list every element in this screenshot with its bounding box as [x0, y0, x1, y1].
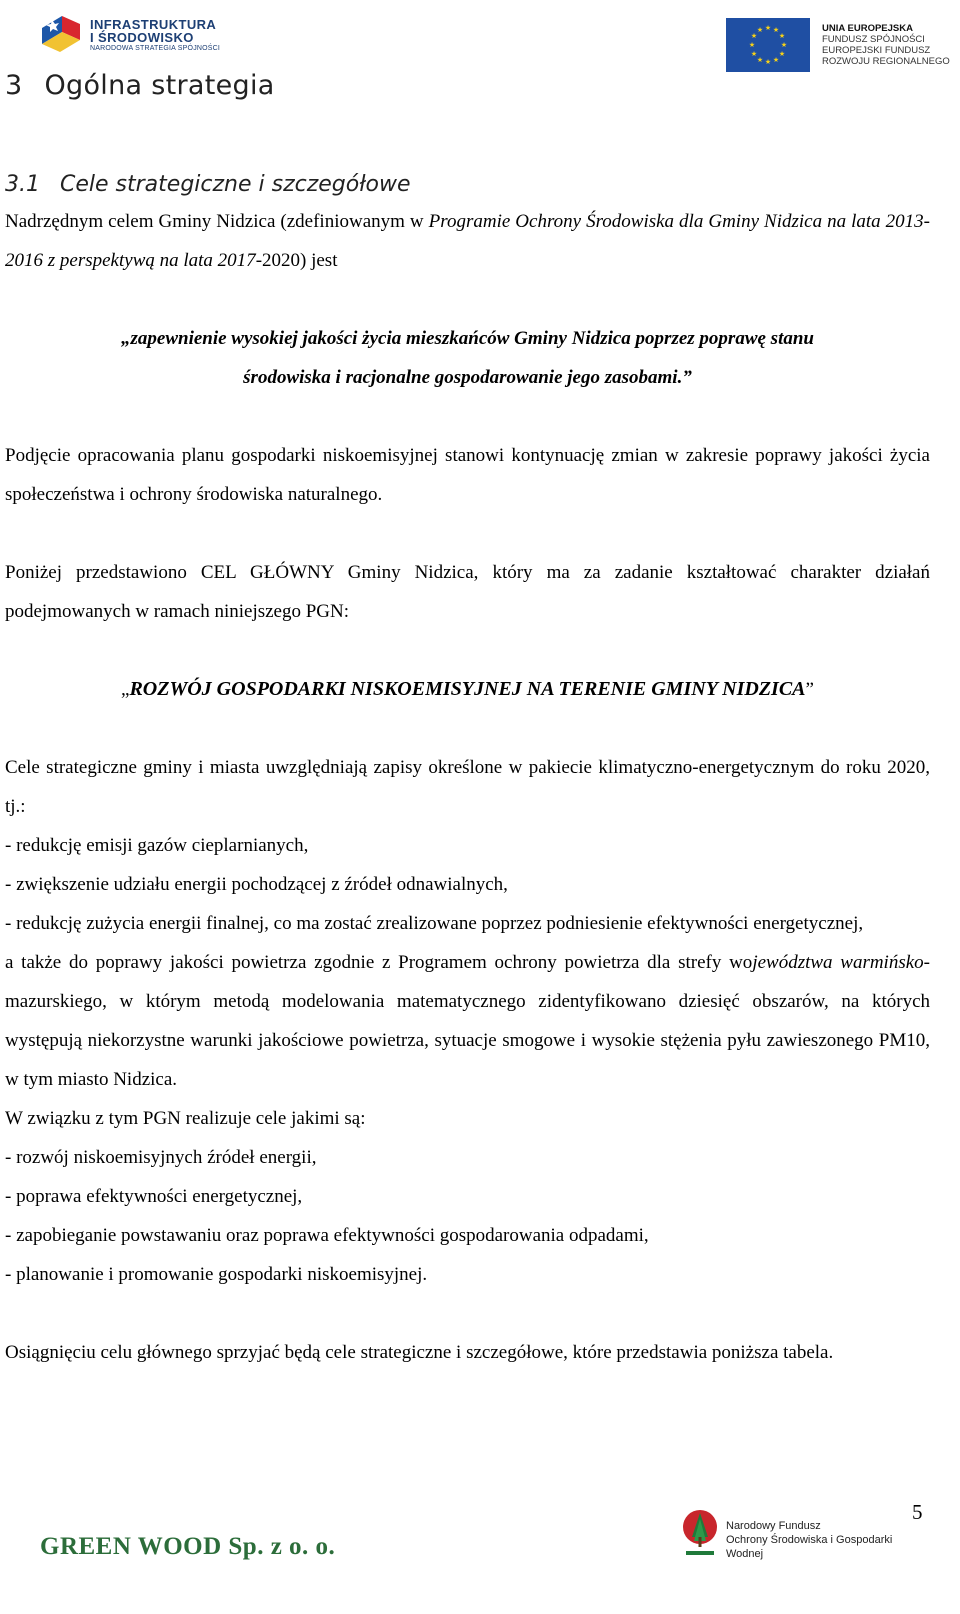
pgn-paragraph: W związku z tym PGN realizuje cele jakimi są:	[5, 1108, 366, 1129]
logo-line-3: NARODOWA STRATEGIA SPÓJNOŚCI	[90, 45, 221, 52]
strategic-paragraph: Cele strategiczne gminy i miasta uwzględniają zapisy określone w pakiecie klimatyczno-energetycznym do roku 2020, tj.:	[5, 757, 930, 817]
air-text-1: a także do poprawy jakości powietrza zgodnie z Programem ochrony powietrza dla strefy wo	[5, 952, 753, 973]
document-body	[5, 202, 930, 1372]
svg-text:★: ★	[772, 56, 780, 64]
motto-line-2: środowiska i racjonalne gospodarowanie jego zasobami.”	[243, 367, 692, 388]
spacer	[5, 397, 930, 436]
main-goal	[5, 670, 930, 709]
main-goal-open-quote: „	[121, 679, 130, 700]
main-goal-text: ROZWÓJ GOSPODARKI NISKOEMISYJNEJ NA TERENIE GMINY NIDZICA	[129, 678, 806, 700]
nfosigw-text	[726, 1519, 930, 1561]
intro-text-italic: Programie Ochrony Środowiska dla Gminy Nidzica na lata 2013-2016 z perspektywą na lata 2017	[5, 211, 930, 271]
svg-text:★: ★	[750, 50, 758, 58]
intro-text-1: Nadrzędnym celem Gminy Nidzica (zdefiniowanym w	[5, 211, 429, 232]
subsection-heading	[5, 172, 411, 197]
infrastruktura-srodowisko-logo	[38, 10, 238, 54]
svg-text:★: ★	[764, 58, 772, 66]
eu-line-4: ROZWOJU REGIONALNEGO	[822, 56, 950, 67]
final-paragraph: Osiągnięciu celu głównego sprzyjać będą cele strategiczne i szczegółowe, które przedstawia poniższa tabela.	[5, 1342, 834, 1363]
air-text-italic: jewództwa warmińsko	[752, 952, 924, 973]
plan-paragraph: Podjęcie opracowania planu gospodarki niskoemisyjnej stanowi kontynuację zmian w zakresie poprawy jakości życia społeczeństwa i ochrony środowiska naturalnego.	[5, 445, 930, 505]
company-name: GREEN WOOD Sp. z o. o.	[40, 1533, 336, 1560]
eu-logo-text	[822, 23, 950, 67]
eu-line-2: FUNDUSZ SPÓJNOŚCI	[822, 34, 925, 45]
svg-text:★: ★	[756, 26, 764, 34]
eu-logo	[726, 18, 956, 74]
eu-line-3: EUROPEJSKI FUNDUSZ	[822, 45, 931, 56]
list-item: - rozwój niskoemisyjnych źródeł energii,	[5, 1147, 317, 1168]
spacer	[5, 514, 930, 553]
list-item: - redukcję zużycia energii finalnej, co ma zostać zrealizowane poprzez podniesienie efektywności energetycznej,	[5, 913, 864, 934]
page-header	[0, 0, 960, 80]
section-number: 3	[5, 70, 23, 101]
nf-line-1: Narodowy Fundusz	[726, 1520, 821, 1532]
spacer	[5, 280, 930, 319]
air-text-2: -mazurskiego, w którym metodą modelowania matematycznego zidentyfikowano dziesięć obszarów, na których występują niekorzystne warunki jakościowe powietrza, sytuacje smogowe i wysokie stężenia pyłu zawieszonego PM10, w tym miasto Nidzica.	[5, 952, 930, 1090]
subsection-number: 3.1	[5, 172, 40, 197]
svg-text:★: ★	[764, 24, 772, 32]
subsection-title: Cele strategiczne i szczegółowe	[60, 172, 411, 197]
svg-text:★: ★	[772, 26, 780, 34]
list-item: - zwiększenie udziału energii pochodzącej z źródeł odnawialnych,	[5, 874, 508, 895]
svg-text:★: ★	[750, 32, 758, 40]
list-item: - redukcję emisji gazów cieplarnianych,	[5, 835, 309, 856]
svg-text:★: ★	[778, 32, 786, 40]
eu-line-1: UNIA EUROPEJSKA	[822, 23, 913, 34]
nfosigw-logo	[680, 1507, 930, 1559]
spacer	[5, 1294, 930, 1333]
list-item: - zapobieganie powstawaniu oraz poprawa efektywności gospodarowania odpadami,	[5, 1225, 649, 1246]
intro-text-2: -2020) jest	[255, 250, 338, 271]
section-title: Ogólna strategia	[44, 70, 275, 101]
section-heading	[5, 70, 275, 101]
spacer	[5, 631, 930, 670]
goal-paragraph: Poniżej przedstawiono CEL GŁÓWNY Gminy Nidzica, który ma za zadanie kształtować charakter działań podejmowanych w ramach niniejszego PGN:	[5, 562, 930, 622]
logo-line-1: INFRASTRUKTURA	[90, 17, 217, 32]
nf-line-2: Ochrony Środowiska i Gospodarki Wodnej	[726, 1534, 893, 1560]
svg-text:★: ★	[778, 50, 786, 58]
logo-line-2: I ŚRODOWISKO	[90, 30, 194, 45]
svg-text:★: ★	[780, 41, 788, 49]
page-number: 5	[912, 1500, 923, 1524]
motto-line-1: „zapewnienie wysokiej jakości życia mieszkańców Gminy Nidzica poprzez poprawę stanu	[121, 328, 814, 349]
list-item: - poprawa efektywności energetycznej,	[5, 1186, 303, 1207]
spacer	[5, 709, 930, 748]
intro-paragraph	[5, 202, 930, 280]
nss-flag-icon	[38, 10, 84, 54]
list-item: - planowanie i promowanie gospodarki niskoemisyjnej.	[5, 1264, 428, 1285]
svg-text:★: ★	[756, 56, 764, 64]
air-paragraph	[5, 943, 930, 1099]
svg-text:★: ★	[748, 41, 756, 49]
eu-flag-icon	[726, 18, 810, 72]
nfosigw-emblem-icon	[680, 1507, 720, 1559]
main-goal-close-quote: ”	[805, 679, 814, 700]
